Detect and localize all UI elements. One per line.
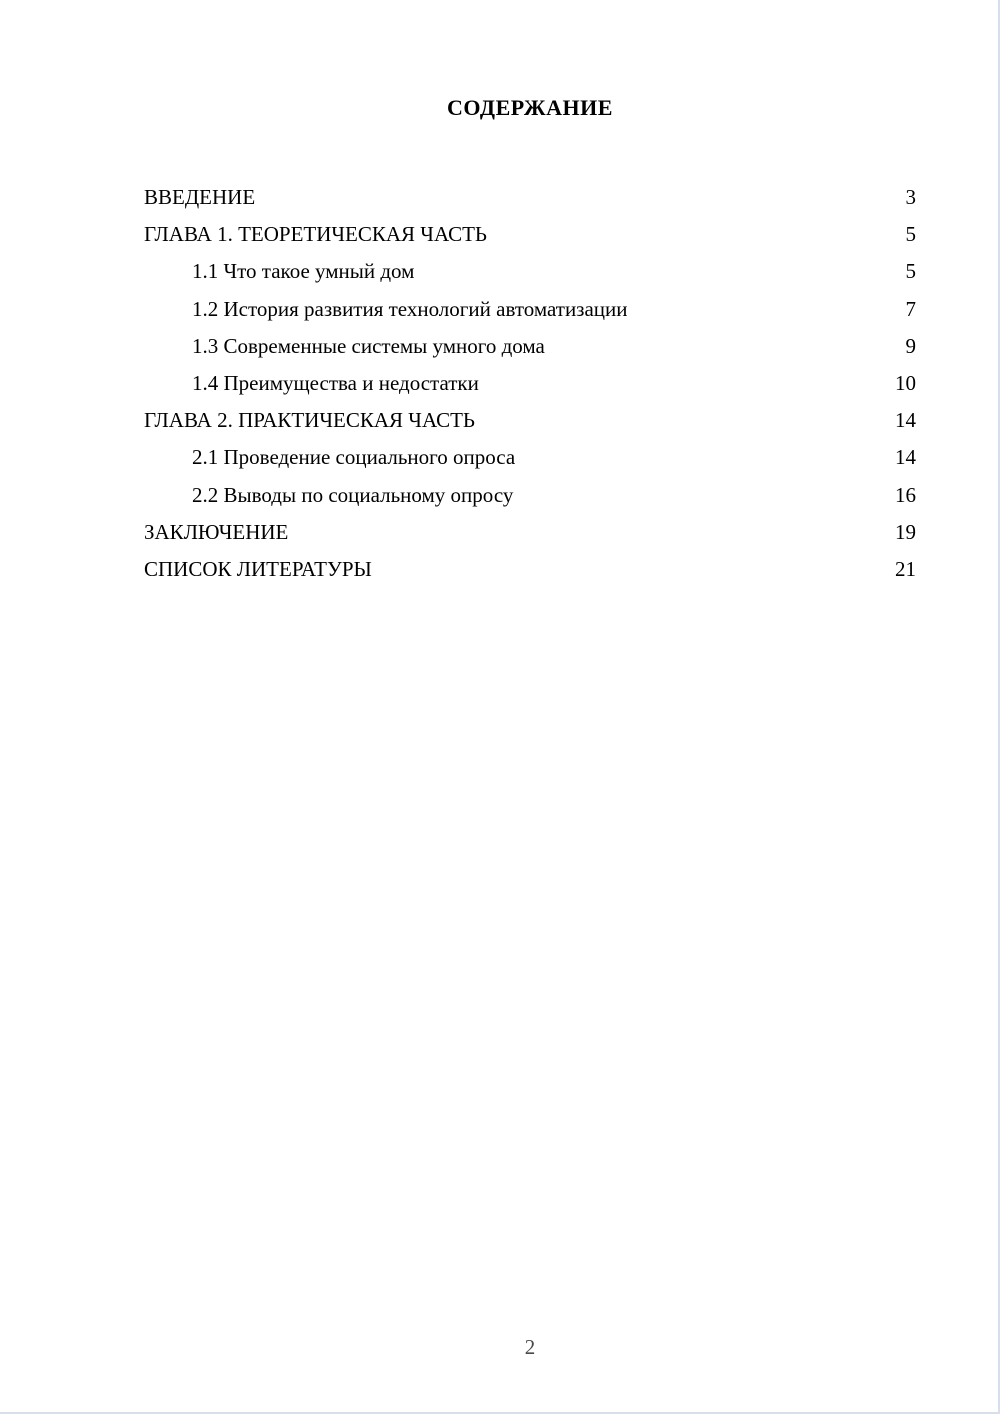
table-of-contents xyxy=(144,179,916,588)
page-title: СОДЕРЖАНИЕ xyxy=(447,95,613,120)
toc-entry xyxy=(144,551,916,588)
toc-entry-page: 10 xyxy=(895,371,916,396)
toc-entry-page: 9 xyxy=(905,333,916,358)
toc-entry-label: СПИСОК ЛИТЕРАТУРЫ xyxy=(144,557,372,582)
toc-entry-page: 16 xyxy=(895,482,916,507)
toc-entry xyxy=(144,253,916,290)
toc-entry-label: ЗАКЛЮЧЕНИЕ xyxy=(144,519,289,544)
toc-entry xyxy=(144,514,916,551)
toc-entry-label: 1.3 Современные системы умного дома xyxy=(192,333,545,358)
toc-entry xyxy=(144,477,916,514)
toc-entry-label: ГЛАВА 1. ТЕОРЕТИЧЕСКАЯ ЧАСТЬ xyxy=(144,222,487,247)
toc-entry-page: 14 xyxy=(895,445,916,470)
toc-entry xyxy=(144,402,916,439)
toc-entry-page: 5 xyxy=(905,259,916,284)
toc-entry xyxy=(144,179,916,216)
toc-entry-page: 19 xyxy=(895,519,916,544)
toc-entry xyxy=(144,439,916,476)
toc-entry-page: 21 xyxy=(895,557,916,582)
toc-entry-label: 1.2 История развития технологий автоматизации xyxy=(192,296,628,321)
footer-page-number: 2 xyxy=(524,1335,536,1359)
toc-entry-label: 2.1 Проведение социального опроса xyxy=(192,445,516,470)
toc-entry-page: 7 xyxy=(905,296,916,321)
toc-entry-label: 2.2 Выводы по социальному опросу xyxy=(192,482,514,507)
toc-entry xyxy=(144,291,916,328)
toc-entry-label: ГЛАВА 2. ПРАКТИЧЕСКАЯ ЧАСТЬ xyxy=(144,408,475,433)
toc-entry-page: 14 xyxy=(895,408,916,433)
toc-entry xyxy=(144,328,916,365)
toc-entry-label: 1.1 Что такое умный дом xyxy=(192,259,415,284)
toc-entry xyxy=(144,365,916,402)
toc-entry-page: 3 xyxy=(905,185,916,209)
toc-entry-page: 5 xyxy=(905,222,916,247)
page-content xyxy=(0,0,998,588)
toc-entry xyxy=(144,216,916,253)
toc-entry-label: 1.4 Преимущества и недостатки xyxy=(192,371,479,396)
toc-entry-label: ВВЕДЕНИЕ xyxy=(144,185,256,209)
